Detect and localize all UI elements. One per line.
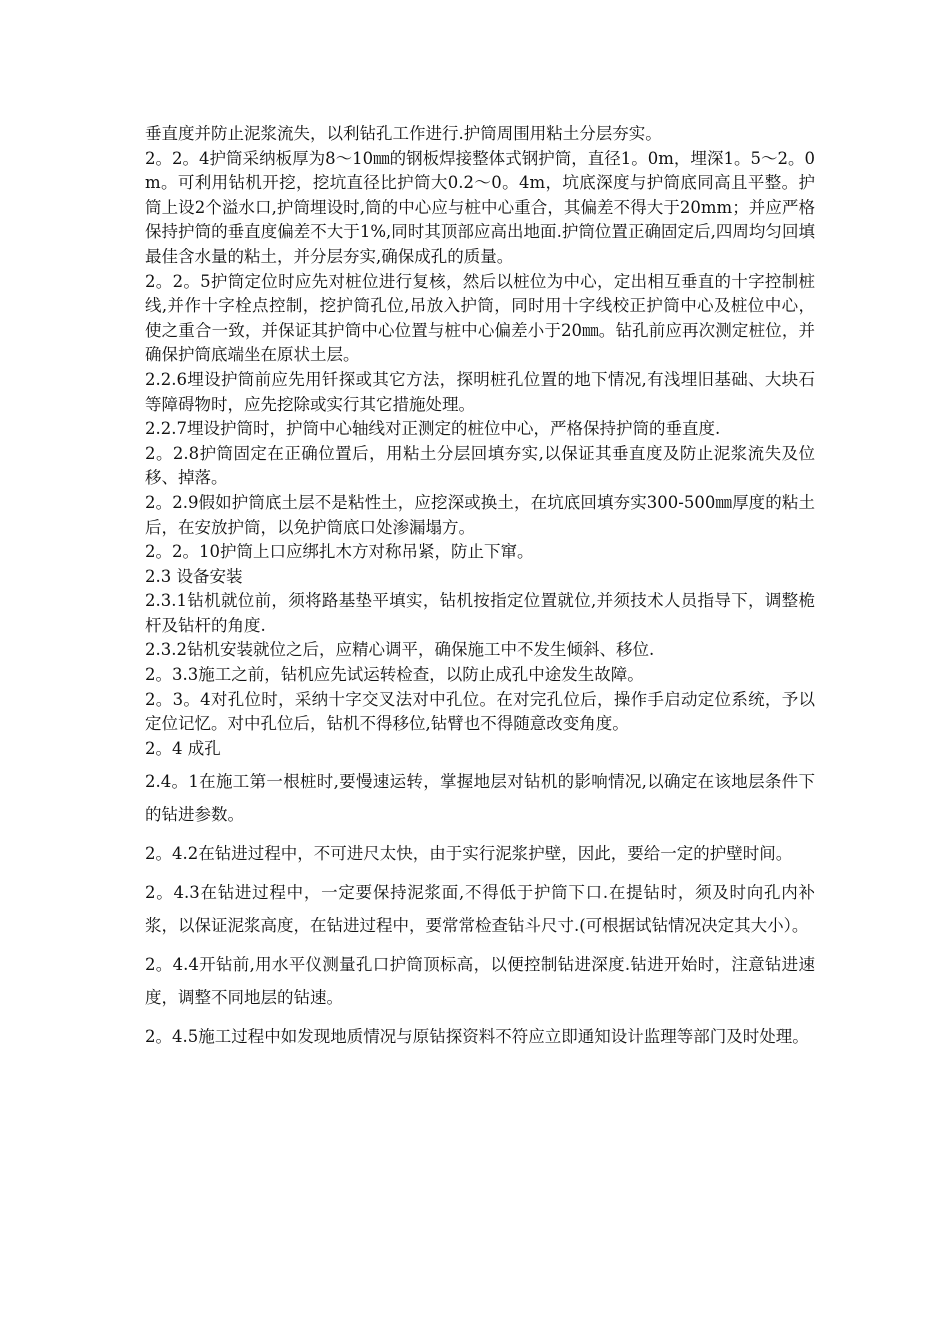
paragraph-2-3-3: 2。3.3施工之前，钻机应先试运转检查，以防止成孔中途发生故障。 — [145, 665, 644, 685]
paragraph-2-2-9: 2。2.9假如护筒底土层不是粘性土，应挖深或换土，在坑底回填夯实300-500㎜厚度的粘土后，在安放护筒，以免护筒底口处渗漏塌方。 — [145, 492, 815, 537]
heading-2-4: 2。4 成孔 — [145, 738, 221, 758]
paragraph-2-4-2: 2。4.2在钻进过程中，不可进尺太快，由于实行泥浆护壁，因此，要给一定的护壁时间。 — [145, 844, 793, 864]
paragraph-2-2-4: 2。2。4护筒采纳板厚为8～10㎜的钢板焊接整体式钢护筒，直径1。0m，埋深1。5～2。0m。可利用钻机开挖，挖坑直径比护筒大0.2～0。4m，坑底深度与护筒底同高且平整。护筒上设2个溢水口,护筒埋设时,筒的中心应与桩中心重合，其偏差不得大于20mm；并应严格保持护筒的垂直度偏差不大于1%,同时其顶部应高出地面.护筒位置正确固定后,四周均匀回填最佳含水量的粘土，并分层夯实,确保成孔的质量。 — [145, 148, 815, 266]
heading-2-3: 2.3 设备安装 — [145, 566, 243, 586]
paragraph-2-4-1: 2.4。1在施工第一根桩时,要慢速运转，掌握地层对钻机的影响情况,以确定在该地层条件下的钻进参数。 — [145, 772, 815, 825]
document-section-upper — [145, 122, 815, 761]
document-page — [145, 122, 815, 1059]
paragraph-2-4-4: 2。4.4开钻前,用水平仪测量孔口护筒顶标高，以便控制钻进深度.钻进开始时，注意钻进速度，调整不同地层的钻速。 — [145, 955, 815, 1008]
paragraph-2-3-2: 2.3.2钻机安装就位之后，应精心调平，确保施工中不发生倾斜、移位. — [145, 640, 655, 660]
paragraph-2-2-10: 2。2。10护筒上口应绑扎木方对称吊紧，防止下窜。 — [145, 542, 534, 562]
paragraph-2-4-3: 2。4.3在钻进过程中，一定要保持泥浆面,不得低于护筒下口.在提钻时，须及时向孔内补浆，以保证泥浆高度，在钻进过程中，要常常检查钻斗尺寸.(可根据试钻情况决定其大小）。 — [145, 883, 815, 936]
paragraph-2-3-4: 2。3。4对孔位时，采纳十字交叉法对中孔位。在对完孔位后，操作手启动定位系统，予以定位记忆。对中孔位后，钻机不得移位,钻臂也不得随意改变角度。 — [145, 689, 815, 734]
paragraph-2-4-5: 2。4.5施工过程中如发现地质情况与原钻探资料不符应立即通知设计监理等部门及时处理。 — [145, 1027, 809, 1047]
paragraph-2-3-1: 2.3.1钻机就位前，须将路基垫平填实，钻机按指定位置就位,并须技术人员指导下，调整桅杆及钻杆的角度. — [145, 591, 815, 635]
paragraph-2-2-6: 2.2.6埋设护筒前应先用钎探或其它方法，探明桩孔位置的地下情况,有浅埋旧基础、大块石等障碍物时，应先挖除或实行其它措施处理。 — [145, 369, 815, 414]
paragraph-0: 垂直度并防止泥浆流失，以利钻孔工作进行.护筒周围用粘土分层夯实。 — [145, 124, 662, 143]
paragraph-2-2-5: 2。2。5护筒定位时应先对桩位进行复核，然后以桩位为中心，定出相互垂直的十字控制桩线,并作十字栓点控制，挖护筒孔位,吊放入护筒，同时用十字线校正护筒中心及桩位中心，使之重合一致，并保证其护筒中心位置与桩中心偏差小于20㎜。钻孔前应再次测定桩位，并确保护筒底端坐在原状土层。 — [145, 271, 815, 365]
paragraph-2-2-8: 2。2.8护筒固定在正确位置后，用粘土分层回填夯实,以保证其垂直度及防止泥浆流失及位移、掉落。 — [145, 443, 815, 488]
document-section-lower — [145, 765, 815, 1053]
paragraph-2-2-7: 2.2.7埋设护筒时，护筒中心轴线对正测定的桩位中心，严格保持护筒的垂直度. — [145, 419, 721, 439]
